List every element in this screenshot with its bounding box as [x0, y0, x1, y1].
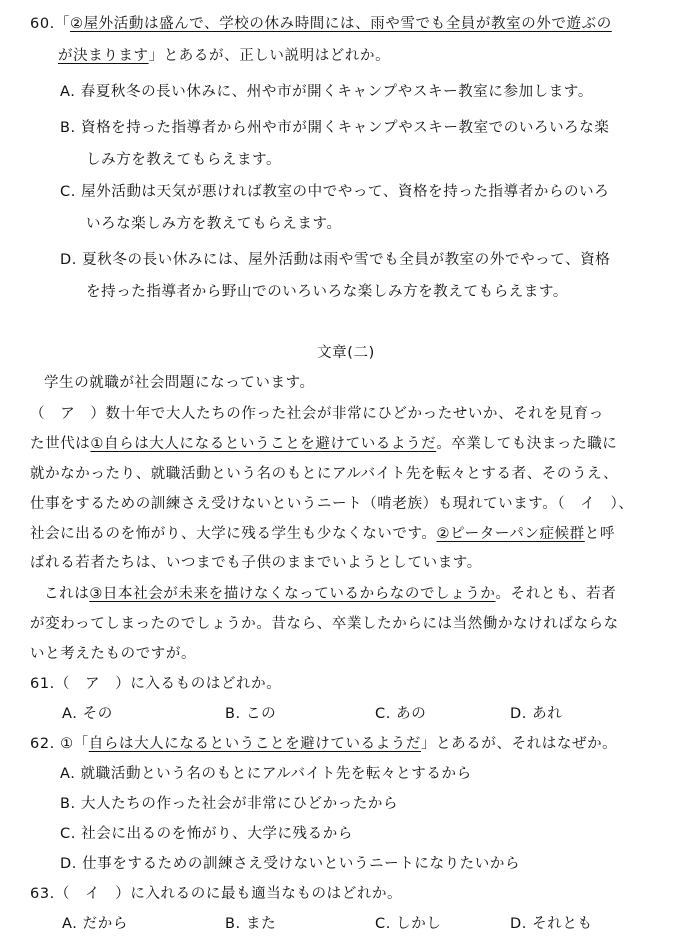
passage-p3-line1-post: 。それとも、若者: [495, 586, 617, 602]
q62-quote: 自らは大人になるということを避けているようだ: [88, 736, 421, 752]
q62-stem-post: 」とあるが、それはなぜか。: [420, 736, 618, 752]
passage-p3-line2: が変わってしまったのでしょうか。昔なら、卒業したからには当然働かなければならな: [30, 616, 619, 632]
q60-quote-line2: が決まります: [58, 48, 149, 64]
q60-open-bracket: 「: [54, 16, 70, 32]
q63-option-d: D. それとも: [510, 916, 593, 932]
passage-p2-line5-pre: 社会に出るのを怖がり、大学に残る学生も少なくないです。: [30, 526, 437, 542]
q60-quote-line1: ②屋外活動は盛んで、学校の休み時間には、雨や雪でも全員が教室の外で遊ぶの: [69, 16, 612, 32]
q60-stem-line2: [58, 46, 390, 66]
q61-options: [0, 704, 692, 724]
q60-option-c-line2: いろな楽しみ方を教えてもらえます。: [86, 216, 342, 232]
q60-option-d-line1: D. 夏秋冬の長い休みには、屋外活動は雨や雪でも全員が教室の外でやって、資格: [60, 252, 611, 268]
passage-p2-line2: [30, 434, 617, 454]
q60-option-d-line2: を持った指導者から野山でのいろいろな楽しみ方を教えてもらえます。: [86, 284, 569, 300]
passage-p2-line5: [30, 524, 615, 544]
q62-option-c: C. 社会に出るのを怖がり、大学に残るから: [60, 826, 353, 842]
underline-1: ①自らは大人になるということを避けているようだ: [90, 436, 437, 452]
underline-3: ③日本社会が未来を描けなくなっているからなのでしょうか: [89, 586, 496, 602]
q60-option-b-line2: しみ方を教えてもらえます。: [86, 152, 282, 168]
q61-option-a: A. その: [62, 706, 113, 722]
passage-p2-line2-post: 。卒業しても決まった職に: [436, 436, 618, 452]
q61-option-b: B. この: [225, 706, 277, 722]
q63-option-c: C. しかし: [375, 916, 442, 932]
passage-paragraph-1: 学生の就職が社会問題になっています。: [44, 375, 315, 391]
passage-p2-line1: （ ア ）数十年で大人たちの作った社会が非常にひどかったせいか、それを見育っ: [30, 406, 604, 422]
q62-option-b: B. 大人たちの作った社会が非常にひどかったから: [60, 796, 399, 812]
q61-option-d: D. あれ: [510, 706, 563, 722]
passage-p3-line1: [44, 584, 616, 604]
passage-p2-line3: 就かなかったり、就職活動という名のもとにアルバイト先を転々とする者、そのうえ、: [30, 466, 619, 482]
q63-options: [0, 914, 692, 934]
passage-p2-line2-pre: た世代は: [30, 436, 91, 452]
passage-title: 文章(二): [317, 345, 375, 361]
q60-stem-line1: [30, 14, 612, 34]
q62-stem: [30, 734, 617, 754]
passage-p2-line5-post: と呼: [584, 526, 615, 542]
passage-p2-line6: ばれる若者たちは、いつまでも子供のままでいようとしています。: [30, 555, 482, 571]
q60-option-b-line1: B. 資格を持った指導者から州や市が開くキャンプやスキー教室でのいろいろな楽: [60, 120, 610, 136]
q63-stem: 63.（ イ ）に入れるのに最も適当なものはどれか。: [30, 886, 403, 902]
q62-option-d: D. 仕事をするための訓練さえ受けないというニートになりたいから: [60, 856, 521, 872]
q62-stem-pre: 62. ①「: [30, 736, 89, 752]
q63-option-b: B. また: [225, 916, 277, 932]
q61-stem: 61.（ ア ）に入るものはどれか。: [30, 676, 282, 692]
passage-p3-line3: いと考えたものですが。: [30, 646, 197, 662]
q60-option-a: A. 春夏秋冬の長い休みに、州や市が開くキャンプやスキー教室に参加します。: [60, 84, 593, 100]
q60-number: 60.: [30, 16, 55, 32]
q63-option-a: A. だから: [62, 916, 128, 932]
q60-stem-tail: 」とあるが、正しい説明はどれか。: [148, 48, 391, 64]
passage-p3-line1-pre: これは: [44, 586, 90, 602]
passage-p2-line4: 仕事をするための訓練さえ受けないというニート（啃老族）も現れています。（ イ ）、: [30, 496, 634, 512]
q60-option-c-line1: C. 屋外活動は天気が悪ければ教室の中でやって、資格を持った指導者からのいろ: [60, 184, 610, 200]
q61-option-c: C. あの: [375, 706, 427, 722]
q62-option-a: A. 就職活動という名のもとにアルバイト先を転々とするから: [60, 766, 472, 782]
underline-2: ②ピーターパン症候群: [436, 526, 585, 542]
